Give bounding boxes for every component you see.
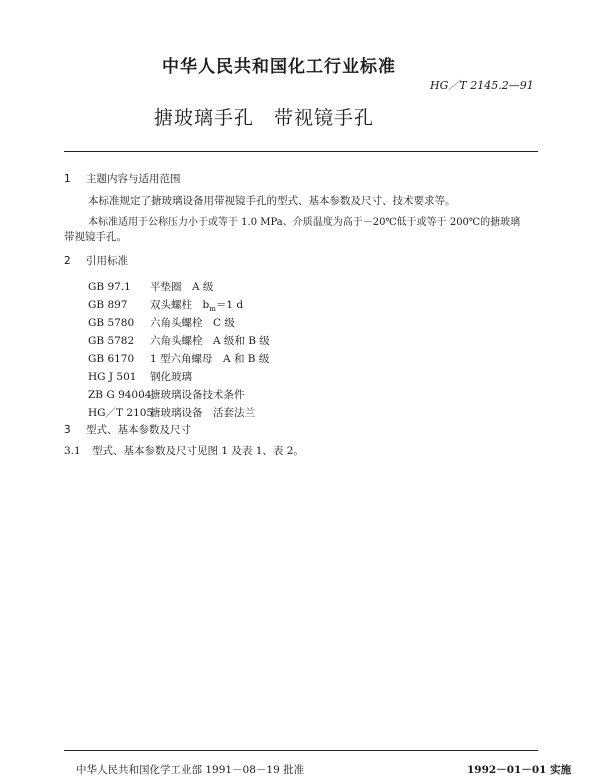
- section-2-heading: [64, 253, 128, 268]
- reference-title: 1 型六角螺母 A 和 B 级: [150, 353, 270, 365]
- section-3-1-number: 3.1: [64, 445, 81, 457]
- section-3-number: 3: [64, 424, 71, 436]
- reference-title: 搪玻璃设备 活套法兰: [150, 407, 255, 419]
- reference-title: 搪玻璃设备技术条件: [150, 389, 245, 401]
- reference-item: [88, 279, 213, 294]
- reference-suffix: ＝1 d: [215, 299, 244, 311]
- standard-title: 中华人民共和国化工行业标准: [162, 57, 396, 77]
- section-1-para-1: 本标准规定了搪玻璃设备用带视镜手孔的型式、基本参数及尺寸、技术要求等。: [88, 195, 456, 207]
- approval-line: 中华人民共和国化学工业部 1991－08－19 批准: [76, 764, 305, 776]
- reference-title: 平垫圈 A 级: [150, 281, 214, 293]
- reference-title: 钢化玻璃: [150, 371, 192, 383]
- reference-title: 双头螺柱 b: [150, 299, 210, 311]
- reference-item: [88, 297, 243, 313]
- standard-code: HG／T 2145.2—91: [430, 79, 534, 92]
- document-title: 搪玻璃手孔 带视镜手孔: [154, 107, 375, 129]
- reference-subscript: m: [209, 305, 216, 314]
- reference-code: HG／T 2105: [88, 407, 154, 419]
- reference-item: [88, 405, 255, 420]
- section-3-title: 型式、基本参数及尺寸: [86, 424, 191, 436]
- section-2-title: 引用标准: [86, 255, 128, 267]
- effective-date: 1992－01－01 实施: [467, 764, 572, 776]
- section-1-title: 主题内容与适用范围: [86, 173, 181, 185]
- section-1-heading: [64, 171, 181, 186]
- reference-code: HG J 501: [88, 371, 137, 383]
- section-1-number: 1: [64, 173, 71, 185]
- section-3-1-text: 型式、基本参数及尺寸见图 1 及表 1、表 2。: [92, 445, 304, 457]
- reference-code: GB 897: [88, 299, 128, 311]
- reference-item: [88, 333, 270, 348]
- section-3-heading: [64, 422, 191, 437]
- reference-item: [88, 315, 235, 330]
- reference-code: GB 97.1: [88, 281, 131, 293]
- section-1-para-2: 本标准适用于公称压力小于或等于 1.0 MPa、介质温度为高于－20℃低于或等于 200℃的搪玻璃: [88, 217, 521, 228]
- reference-code: GB 6170: [88, 353, 135, 365]
- reference-code: GB 5780: [88, 317, 135, 329]
- section-2-number: 2: [64, 255, 71, 267]
- reference-title: 六角头螺栓 A 级和 B 级: [150, 335, 270, 347]
- reference-item: [88, 369, 192, 384]
- reference-item: [88, 351, 269, 366]
- footer-rule: [64, 750, 538, 751]
- reference-item: [88, 387, 245, 402]
- header-rule: [64, 151, 538, 152]
- section-3-1: [64, 443, 304, 458]
- section-1-para-2-cont: 带视镜手孔。: [64, 231, 127, 243]
- reference-code: GB 5782: [88, 335, 135, 347]
- reference-code: ZB G 94004: [88, 389, 152, 401]
- reference-title: 六角头螺栓 C 级: [150, 317, 235, 329]
